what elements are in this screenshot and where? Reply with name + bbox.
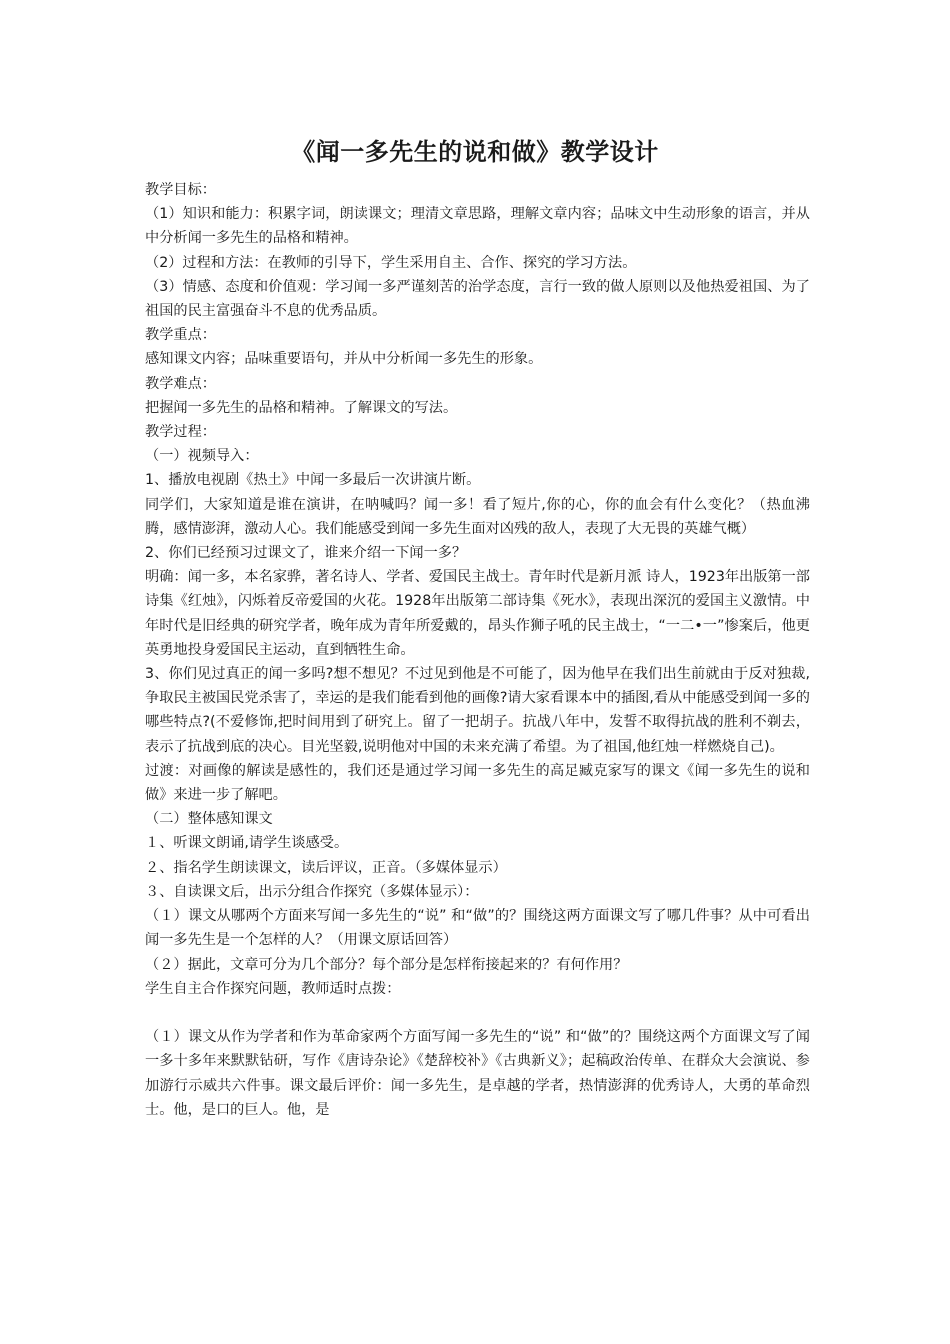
- objective-knowledge: （1）知识和能力：积累字词，朗读课文；理清文章思路，理解文章内容；品味文中生动形象的语言，并从中分析闻一多先生的品格和精神。: [145, 206, 810, 247]
- step-2: 2、你们已经预习过课文了，谁来介绍一下闻一多？: [145, 545, 467, 562]
- step-1: 1、播放电视剧《热土》中闻一多最后一次讲演片断。: [145, 472, 481, 489]
- difficulties-text: 把握闻一多先生的品格和精神。了解课文的写法。: [145, 399, 458, 416]
- step-1-text: 同学们，大家知道是谁在演讲，在呐喊吗？闻一多！看了短片,你的心，你的血会有什么变化？（热血沸腾，感情澎湃，激动人心。我们能感受到闻一多先生面对凶残的敌人，表现了大无畏的英雄气概）: [145, 496, 810, 537]
- process-heading: 教学过程：: [145, 424, 216, 441]
- step-2-answer: 明确：闻一多，本名家骅，著名诗人、学者、爱国民主战士。青年时代是新月派 诗人，1923年出版第一部诗集《红烛》，闪烁着反帝爱国的火花。1928年出版第二部诗集《死水》，表现出深沉的爱国主义激情。中年时代是旧经典的研究学者，晚年成为青年所爱戴的，昂头作狮子吼的民主战士，“一二•一”惨案后，他更英勇地投身爱国民主运动，直到牺牲生命。: [145, 569, 810, 658]
- student-activity: 学生自主合作探究问题，教师适时点拨：: [145, 980, 401, 997]
- difficulties-heading: 教学难点：: [145, 375, 216, 392]
- objectives-heading: 教学目标：: [145, 182, 216, 198]
- section-video-intro: （一）视频导入：: [145, 448, 259, 465]
- objective-values: （3）情感、态度和价值观：学习闻一多严谨刻苦的治学态度，言行一致的做人原则以及他热爱祖国、为了祖国的民主富强奋斗不息的优秀品质。: [145, 278, 810, 320]
- key-points-text: 感知课文内容；品味重要语句，并从中分析闻一多先生的形象。: [145, 351, 543, 368]
- task-2: ２、指名学生朗读课文，读后评议，正音。（多媒体显示）: [145, 859, 507, 876]
- blank-line: [145, 1001, 810, 1025]
- question-1: （１）课文从哪两个方面来写闻一多先生的“说” 和“做”的？围绕这两方面课文写了哪几件事？从中可看出闻一多先生是一个怎样的人？（用课文原话回答）: [145, 908, 810, 949]
- transition-text: 过渡：对画像的解读是感性的，我们还是通过学习闻一多先生的高足臧克家写的课文《闻一多先生的说和做》来进一步了解吧。: [145, 762, 810, 804]
- step-3: 3、你们见过真正的闻一多吗?想不想见？不过见到他是不可能了，因为他早在我们出生前就由于反对独裁,争取民主被国民党杀害了，幸运的是我们能看到他的画像?请大家看课本中的插图,看从中能感受到闻一多的哪些特点?(不爱修饰,把时间用到了研究上。留了一把胡子。抗战八年中，发誓不取得抗战的胜利不剃去，表示了抗战到底的决心。目光坚毅,说明他对中国的未来充满了希望。为了祖国,他红烛一样燃烧自己)。: [145, 666, 810, 755]
- task-3: ３、自读课文后，出示分组合作探究（多媒体显示）：: [145, 883, 479, 900]
- document-title: 《闻一多先生的说和做》教学设计: [291, 138, 659, 166]
- section-overall-perception: （二）整体感知课文: [145, 811, 273, 828]
- question-2: （２）据此，文章可分为几个部分？每个部分是怎样衔接起来的？有何作用？: [145, 956, 628, 973]
- answer-1: （１）课文从作为学者和作为革命家两个方面写闻一多先生的“说” 和“做”的？围绕这两个方面课文写了闻一多十多年来默默钻研，写作《唐诗杂论》《楚辞校补》《古典新义》；起稿政治传单、在群众大会演说、参加游行示威共六件事。课文最后评价：闻一多先生，是卓越的学者，热情澎湃的优秀诗人，大勇的革命烈士。他，是口的巨人。他，是: [145, 1029, 810, 1118]
- objective-process: （2）过程和方法：在教师的引导下，学生采用自主、合作、探究的学习方法。: [145, 254, 637, 271]
- key-points-heading: 教学重点：: [145, 327, 216, 344]
- document-body: [145, 178, 810, 1122]
- task-1: １、听课文朗诵,请学生谈感受。: [145, 835, 349, 852]
